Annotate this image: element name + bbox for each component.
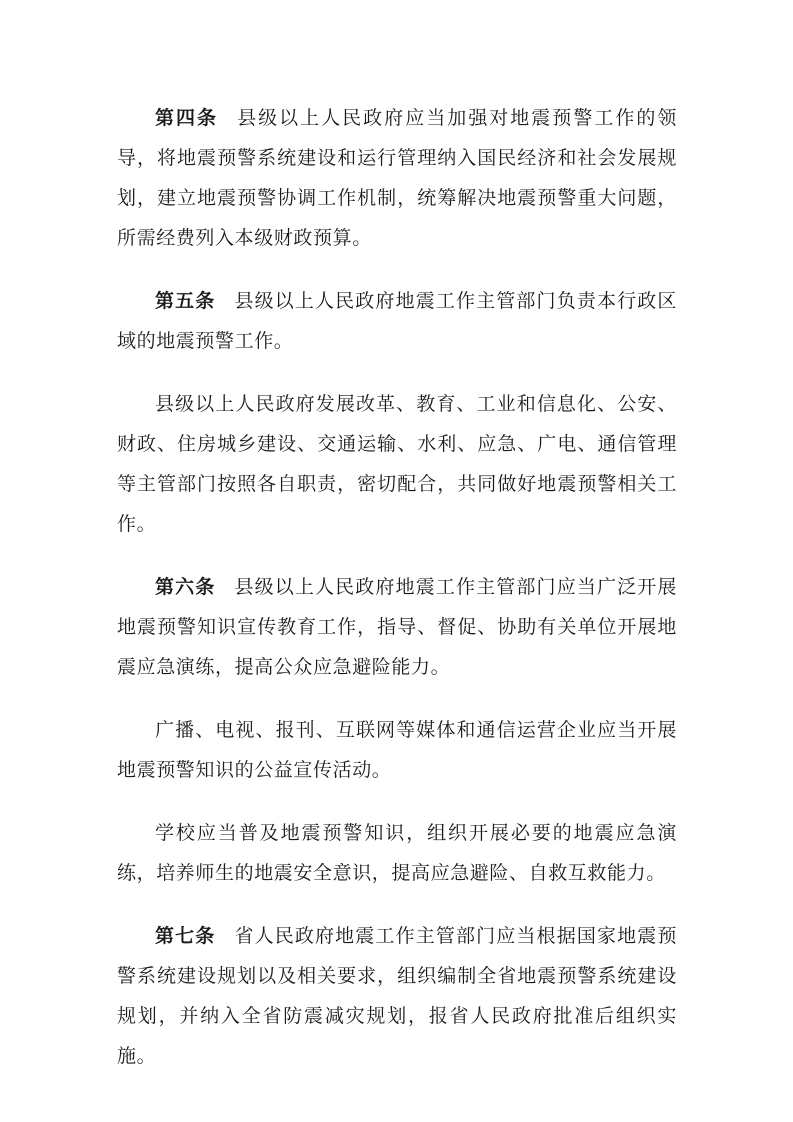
- article-number: 第七条: [155, 925, 216, 947]
- article-6-clause-3: [117, 813, 677, 893]
- paragraph-text: 广播、电视、报刊、互联网等媒体和通信运营企业应当开展地震预警知识的公益宣传活动。: [117, 719, 677, 781]
- article-7-paragraph: [117, 916, 677, 1076]
- article-number: 第五条: [155, 290, 216, 312]
- article-4-paragraph: [117, 98, 677, 258]
- paragraph-text: 省人民政府地震工作主管部门应当根据国家地震预警系统建设规划以及相关要求，组织编制全省地震预警系统建设规划，并纳入全省防震减灾规划，报省人民政府批准后组织实施。: [117, 925, 677, 1067]
- article-number: 第六条: [155, 576, 216, 598]
- paragraph-text: 县级以上人民政府应当加强对地震预警工作的领导，将地震预警系统建设和运行管理纳入国民经济和社会发展规划，建立地震预警协调工作机制，统筹解决地震预警重大问题，所需经费列入本级财政预算。: [117, 107, 677, 249]
- article-6-clause-2: [117, 710, 677, 790]
- article-5-clause-2: [117, 384, 677, 544]
- article-5-paragraph: [117, 281, 677, 361]
- paragraph-text: 县级以上人民政府地震工作主管部门负责本行政区域的地震预警工作。: [117, 290, 677, 352]
- paragraph-text: 学校应当普及地震预警知识，组织开展必要的地震应急演练，培养师生的地震安全意识，提高应急避险、自救互救能力。: [117, 822, 677, 884]
- paragraph-text: 县级以上人民政府地震工作主管部门应当广泛开展地震预警知识宣传教育工作，指导、督促、协助有关单位开展地震应急演练，提高公众应急避险能力。: [117, 576, 677, 678]
- article-6-paragraph: [117, 567, 677, 687]
- document-body: [117, 98, 677, 1099]
- article-number: 第四条: [155, 107, 219, 129]
- paragraph-text: 县级以上人民政府发展改革、教育、工业和信息化、公安、财政、住房城乡建设、交通运输、水利、应急、广电、通信管理等主管部门按照各自职责，密切配合，共同做好地震预警相关工作。: [117, 393, 677, 535]
